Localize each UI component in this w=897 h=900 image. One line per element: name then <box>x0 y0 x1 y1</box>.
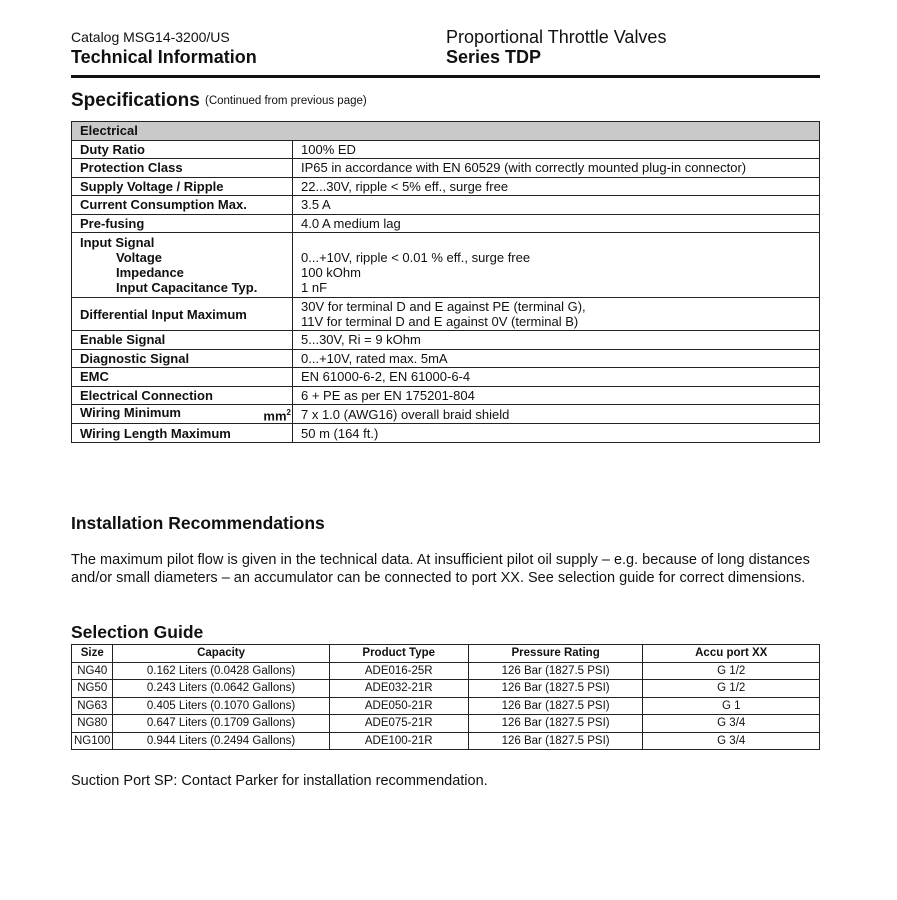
differential-value: 11V for terminal D and E against 0V (terminal B) <box>301 314 579 329</box>
section-title: Technical Information <box>71 47 257 67</box>
table-row <box>72 349 820 368</box>
table-cell: NG50 <box>72 680 113 698</box>
input-signal-value: 0...+10V, ripple < 0.01 % eff., surge free <box>301 250 531 265</box>
spec-label: EMC <box>72 368 293 387</box>
input-signal-sub-label: Input Capacitance Typ. <box>116 280 258 295</box>
spec-value: 5...30V, Ri = 9 kOhm <box>293 331 820 350</box>
table-row <box>72 424 820 443</box>
installation-heading: Installation Recommendations <box>71 513 325 533</box>
spec-value <box>293 298 820 331</box>
table-row <box>72 214 820 233</box>
spec-label: Diagnostic Signal <box>72 349 293 368</box>
table-cell: NG80 <box>72 715 113 733</box>
column-header: Pressure Rating <box>468 645 643 663</box>
table-cell: 126 Bar (1827.5 PSI) <box>468 715 643 733</box>
differential-value: 30V for terminal D and E against PE (terminal G), <box>301 299 586 314</box>
spec-value: 3.5 A <box>293 196 820 215</box>
table-cell: G 3/4 <box>643 715 820 733</box>
table-cell: 126 Bar (1827.5 PSI) <box>468 697 643 715</box>
spec-label: Wiring Length Maximum <box>72 424 293 443</box>
table-row <box>72 331 820 350</box>
spec-label: Current Consumption Max. <box>72 196 293 215</box>
spec-value: 22...30V, ripple < 5% eff., surge free <box>293 177 820 196</box>
column-header: Product Type <box>329 645 468 663</box>
table-row <box>72 662 820 680</box>
input-signal-value: 1 nF <box>301 280 328 295</box>
table-cell: G 1/2 <box>643 662 820 680</box>
spec-value: 4.0 A medium lag <box>293 214 820 233</box>
table-cell: NG100 <box>72 732 113 750</box>
spec-value <box>293 233 820 298</box>
table-row <box>72 159 820 178</box>
table-cell: NG63 <box>72 697 113 715</box>
selection-guide-table <box>71 644 820 750</box>
table-cell: G 1/2 <box>643 680 820 698</box>
table-row <box>72 680 820 698</box>
installation-paragraph: The maximum pilot flow is given in the technical data. At insufficient pilot oil supply – e.g. because of long distances and/or small diameters – an accumulator can be connected to port XX. See selection guide for correct dimensions. <box>71 552 810 586</box>
table-row <box>72 140 820 159</box>
spec-label: Protection Class <box>72 159 293 178</box>
table-cell: NG40 <box>72 662 113 680</box>
table-row <box>72 368 820 387</box>
electrical-spec-table <box>71 121 820 443</box>
spec-label: Electrical Connection <box>72 386 293 405</box>
spec-value: 6 + PE as per EN 175201-804 <box>293 386 820 405</box>
input-signal-sub-label: Impedance <box>116 265 184 280</box>
section-label: Electrical <box>72 122 820 141</box>
spec-label: Supply Voltage / Ripple <box>72 177 293 196</box>
column-header: Accu port XX <box>643 645 820 663</box>
spec-value: 0...+10V, rated max. 5mA <box>293 349 820 368</box>
table-cell: 126 Bar (1827.5 PSI) <box>468 662 643 680</box>
column-header: Capacity <box>113 645 329 663</box>
table-cell: 0.243 Liters (0.0642 Gallons) <box>113 680 329 698</box>
spec-value: IP65 in accordance with EN 60529 (with correctly mounted plug-in connector) <box>293 159 820 178</box>
table-cell: ADE032-21R <box>329 680 468 698</box>
spec-value: 100% ED <box>293 140 820 159</box>
spec-value: 7 x 1.0 (AWG16) overall braid shield <box>293 405 820 424</box>
input-signal-sub-label: Voltage <box>116 250 162 265</box>
input-signal-label: Input Signal <box>80 235 155 250</box>
catalog-number: Catalog MSG14-3200/US <box>71 29 230 45</box>
product-title: Proportional Throttle Valves <box>446 27 667 47</box>
spec-label <box>72 233 293 298</box>
spec-label: Duty Ratio <box>72 140 293 159</box>
table-cell: 0.944 Liters (0.2494 Gallons) <box>113 732 329 750</box>
table-cell: 0.647 Liters (0.1709 Gallons) <box>113 715 329 733</box>
table-header-row <box>72 645 820 663</box>
table-row-differential <box>72 298 820 331</box>
table-row <box>72 177 820 196</box>
table-row <box>72 697 820 715</box>
table-cell: 0.162 Liters (0.0428 Gallons) <box>113 662 329 680</box>
table-cell: G 1 <box>643 697 820 715</box>
selection-guide-heading: Selection Guide <box>71 622 204 642</box>
spec-label: Differential Input Maximum <box>72 298 293 331</box>
spec-value: 50 m (164 ft.) <box>293 424 820 443</box>
series-title: Series TDP <box>446 47 542 67</box>
table-cell: G 3/4 <box>643 732 820 750</box>
table-section-row <box>72 122 820 141</box>
table-cell: 0.405 Liters (0.1070 Gallons) <box>113 697 329 715</box>
table-row-input-signal <box>72 233 820 298</box>
unit-label: $mm^2$ <box>263 408 291 424</box>
table-cell: ADE100-21R <box>329 732 468 750</box>
table-row <box>72 405 820 424</box>
table-row <box>72 732 820 750</box>
input-signal-value: 100 kOhm <box>301 265 361 280</box>
table-row <box>72 386 820 405</box>
table-cell: ADE050-21R <box>329 697 468 715</box>
specifications-heading: Specifications <box>71 90 200 111</box>
table-cell: 126 Bar (1827.5 PSI) <box>468 732 643 750</box>
suction-port-note: Suction Port SP: Contact Parker for installation recommendation. <box>71 773 488 789</box>
table-cell: 126 Bar (1827.5 PSI) <box>468 680 643 698</box>
table-row <box>72 196 820 215</box>
spec-label <box>72 405 293 424</box>
spec-label: Pre-fusing <box>72 214 293 233</box>
page-header <box>71 27 820 78</box>
table-cell: ADE016-25R <box>329 662 468 680</box>
wiring-min-label: Wiring Minimum <box>80 405 181 420</box>
continued-note: (Continued from previous page) <box>205 95 367 107</box>
column-header: Size <box>72 645 113 663</box>
table-cell: ADE075-21R <box>329 715 468 733</box>
spec-label: Enable Signal <box>72 331 293 350</box>
spec-value: EN 61000-6-2, EN 61000-6-4 <box>293 368 820 387</box>
table-row <box>72 715 820 733</box>
